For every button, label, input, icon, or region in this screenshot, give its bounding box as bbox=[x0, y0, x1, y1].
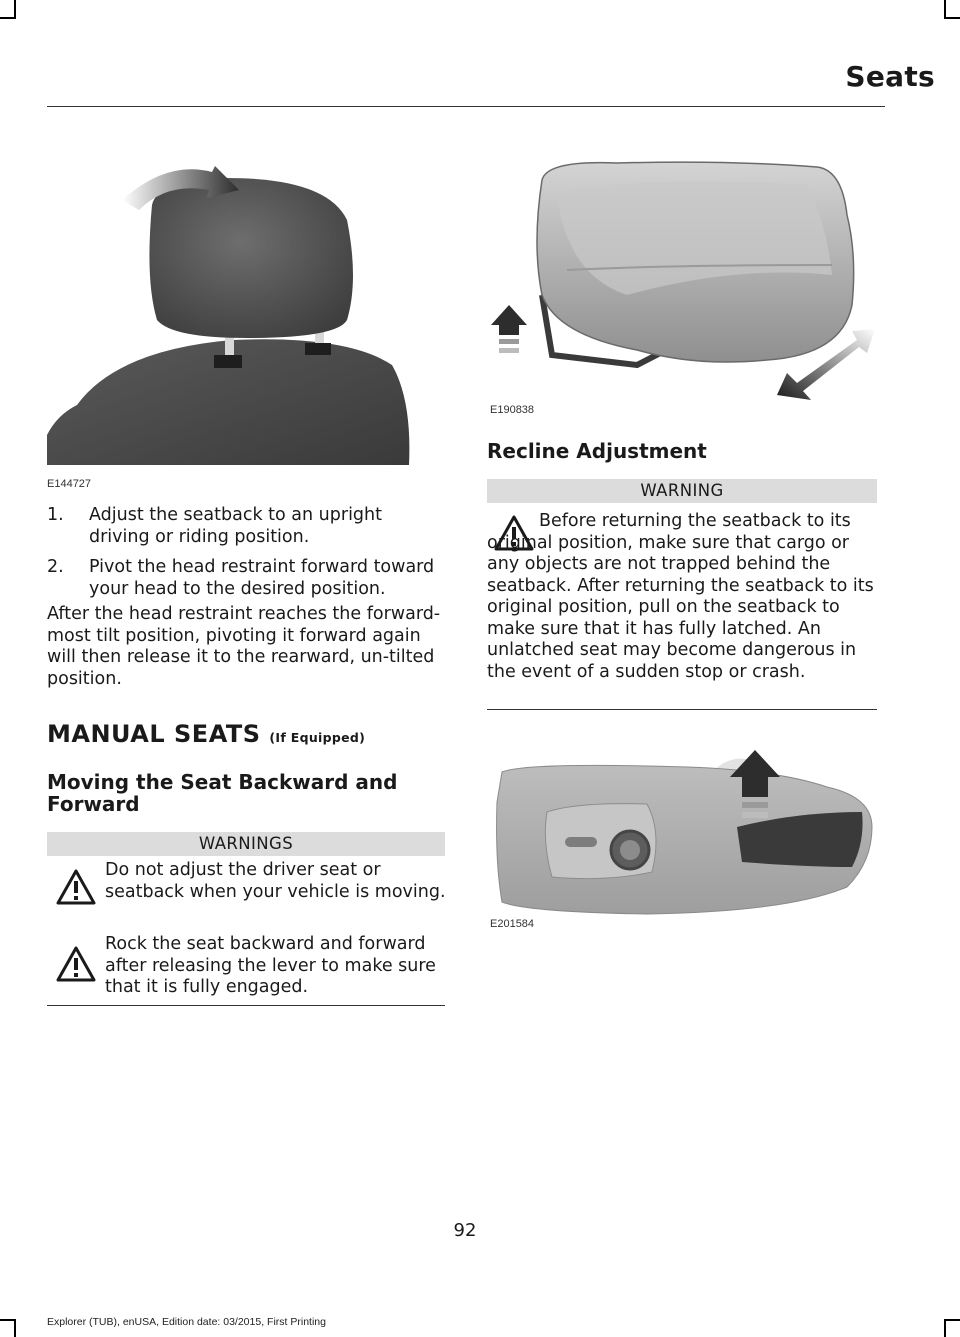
warning-icon bbox=[56, 946, 96, 982]
warnings-bar: WARNINGS bbox=[47, 832, 445, 856]
seat-recline-illustration bbox=[487, 742, 882, 920]
warning-icon bbox=[56, 869, 96, 905]
page-number: 92 bbox=[453, 1220, 477, 1241]
figure-code: E144727 bbox=[47, 478, 92, 490]
figure-code: E201584 bbox=[490, 918, 535, 930]
subsection-heading: Moving the Seat Backward and Forward bbox=[47, 770, 398, 816]
crop-mark bbox=[14, 0, 16, 18]
warning-text: Before returning the seatback to its original position, make sure that cargo or any objects are not trapped behind the seatback. After returning the seatback to its original position, pull on the seatback to make sure that it has fully latched. An unlatched seat may become dangerous in the event of a sudden stop or crash. bbox=[487, 511, 874, 682]
step-number: 2. bbox=[47, 557, 64, 577]
section-rule bbox=[47, 1005, 445, 1006]
crop-mark bbox=[14, 1319, 16, 1337]
warning-bar: WARNING bbox=[487, 479, 877, 503]
crop-mark bbox=[0, 1319, 16, 1321]
crop-mark bbox=[944, 1319, 946, 1337]
list-item bbox=[47, 505, 447, 548]
subsection-heading: Recline Adjustment bbox=[487, 439, 707, 463]
section-rule bbox=[487, 709, 877, 710]
header-rule bbox=[47, 106, 885, 107]
crop-mark bbox=[0, 17, 16, 19]
crop-mark bbox=[944, 17, 960, 19]
footer: Explorer (TUB), enUSA, Edition date: 03/2015, First Printing bbox=[47, 1316, 326, 1328]
warning-text: Do not adjust the driver seat or seatback when your vehicle is moving. bbox=[105, 860, 446, 902]
head-restraint-illustration bbox=[47, 160, 447, 465]
section-heading-text: MANUAL SEATS bbox=[47, 720, 261, 748]
section-heading bbox=[47, 720, 365, 748]
step-text: Pivot the head restraint forward toward your head to the desired position. bbox=[89, 557, 435, 599]
crop-mark bbox=[944, 1319, 960, 1321]
figure-code: E190838 bbox=[490, 404, 535, 416]
step-text: Adjust the seatback to an upright driving or riding position. bbox=[89, 505, 382, 547]
crop-mark bbox=[944, 0, 946, 18]
list-item bbox=[47, 557, 447, 600]
tilt-paragraph: After the head restraint reaches the forward-most tilt position, pivoting it forward again will then release it to the rearward, un-tilted position. bbox=[47, 604, 441, 689]
page-title: Seats bbox=[845, 60, 935, 93]
seat-cushion-illustration bbox=[487, 155, 882, 405]
step-number: 1. bbox=[47, 505, 64, 525]
instruction-list bbox=[47, 505, 447, 609]
warning-text: Rock the seat backward and forward after releasing the lever to make sure that it is fully engaged. bbox=[105, 934, 436, 997]
section-qualifier: (If Equipped) bbox=[269, 730, 366, 745]
